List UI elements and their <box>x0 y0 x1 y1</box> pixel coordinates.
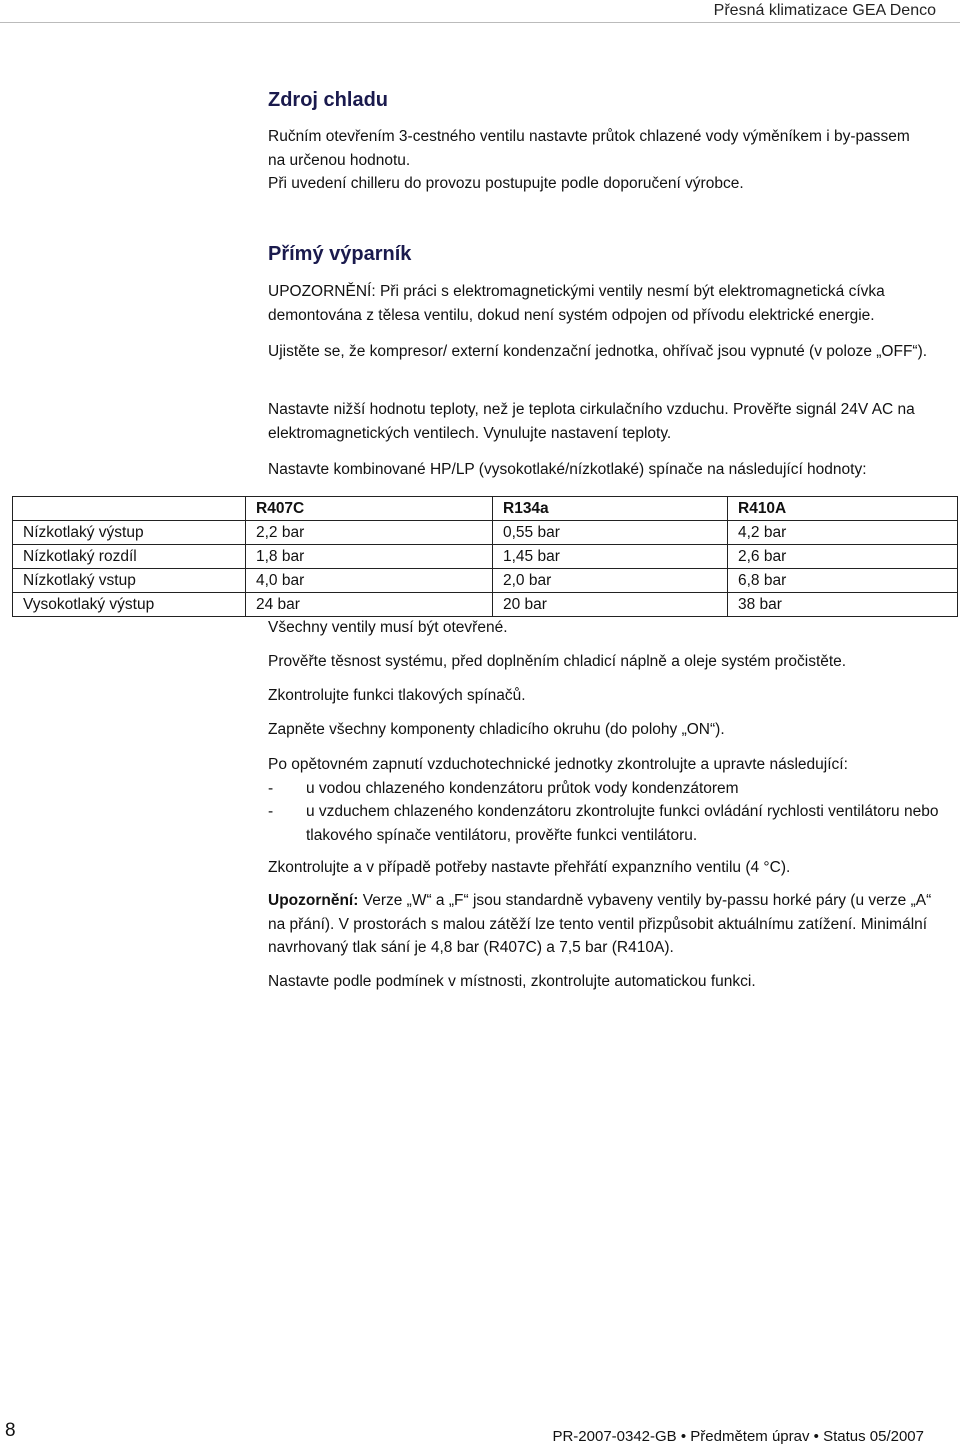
table-cell: 1,8 bar <box>246 545 493 569</box>
paragraph-pressure-switches: Zkontrolujte funkci tlakových spínačů. <box>268 687 526 704</box>
page-number: 8 <box>5 1420 16 1441</box>
table-cell: 38 bar <box>728 593 958 617</box>
header-divider <box>0 22 960 23</box>
paragraph-room-conditions: Nastavte podle podmínek v místnosti, zkontrolujte automatickou funkci. <box>268 973 756 990</box>
page-header-title: Přesná klimatizace GEA Denco <box>713 2 936 19</box>
table-cell: 20 bar <box>493 593 728 617</box>
table-header-cell <box>13 497 246 521</box>
paragraph-set-temperature: Nastavte nižší hodnotu teploty, než je teplota cirkulačního vzduchu. Prověřte signál 24V AC na elektromagnetických ventilech. Vynulujte nastavení teploty. <box>268 401 915 442</box>
section1-body <box>268 125 948 196</box>
table-row <box>13 569 958 593</box>
list-item-text: u vzduchem chlazeného kondenzátoru zkontrolujte funkci ovládání rychlosti ventilátoru nebo tlakového spínače ventilátoru, prověřte funkci ventilátoru. <box>306 803 939 844</box>
list-item <box>268 800 948 847</box>
table-header-cell: R407C <box>246 497 493 521</box>
table-cell: 2,0 bar <box>493 569 728 593</box>
paragraph-after-restart <box>268 753 948 847</box>
table-header-cell: R134a <box>493 497 728 521</box>
table-row <box>13 545 958 569</box>
table-cell: Vysokotlaký výstup <box>13 593 246 617</box>
paragraph-leak-check: Prověřte těsnost systému, před doplněním chladicí náplně a oleje systém pročistěte. <box>268 653 847 670</box>
table-cell: 1,45 bar <box>493 545 728 569</box>
note-text: Verze „W“ a „F“ jsou standardně vybaveny ventily by-passu horké páry (u verze „A“ na přání). V prostorách s malou zátěží lze tento ventil přizpůsobit aktuálnímu zatížení. Minimální navrhovaný tlak sání je 4,8 bar (R407C) a 7,5 bar (R410A). <box>268 892 932 956</box>
table-header-row <box>13 497 958 521</box>
paragraph-switch-on: Zapněte všechny komponenty chladicího okruhu (do polohy „ON“). <box>268 721 725 738</box>
table-row <box>13 593 958 617</box>
list-item-text: u vodou chlazeného kondenzátoru průtok vody kondenzátorem <box>306 779 739 797</box>
table-row <box>13 521 958 545</box>
table-cell: 0,55 bar <box>493 521 728 545</box>
paragraph-restart-intro: Po opětovném zapnutí vzduchotechnické jednotky zkontrolujte a upravte následující: <box>268 756 848 773</box>
table-cell: Nízkotlaký vstup <box>13 569 246 593</box>
paragraph-valves-open: Všechny ventily musí být otevřené. <box>268 619 508 636</box>
table-cell: 6,8 bar <box>728 569 958 593</box>
paragraph-hp-lp: Nastavte kombinované HP/LP (vysokotlaké/nízkotlaké) spínače na následující hodnoty: <box>268 461 867 478</box>
table-header-cell: R410A <box>728 497 958 521</box>
paragraph-superheat: Zkontrolujte a v případě potřeby nastavte přehřátí expanzního ventilu (4 °C). <box>268 859 791 876</box>
table-cell: Nízkotlaký výstup <box>13 521 246 545</box>
footer-doc-info: PR-2007-0342-GB • Předmětem úprav • Status 05/2007 <box>552 1428 924 1445</box>
heading-primy-vyparnik: Přímý výparník <box>268 243 412 265</box>
paragraph-note <box>268 889 948 960</box>
pressure-settings-table <box>12 496 958 617</box>
table-cell: 24 bar <box>246 593 493 617</box>
paragraph-check-off: Ujistěte se, že kompresor/ externí kondenzační jednotka, ohřívač jsou vypnuté (v poloze „OFF“). <box>268 343 928 360</box>
bullet-dash: - <box>268 779 274 797</box>
section1-para2: Při uvedení chilleru do provozu postupujte podle doporučení výrobce. <box>268 175 744 192</box>
warning-paragraph: UPOZORNĚNÍ: Při práci s elektromagnetickými ventily nesmí být elektromagnetická cívka demontována z tělesa ventilu, dokud není systém odpojen od přívodu elektrické energie. <box>268 283 885 324</box>
table-cell: 2,2 bar <box>246 521 493 545</box>
table-cell: 4,2 bar <box>728 521 958 545</box>
table-cell: 2,6 bar <box>728 545 958 569</box>
table-cell: Nízkotlaký rozdíl <box>13 545 246 569</box>
table-cell: 4,0 bar <box>246 569 493 593</box>
list-item <box>268 777 948 801</box>
bullet-dash: - <box>268 803 274 820</box>
heading-zdroj-chladu: Zdroj chladu <box>268 89 388 111</box>
note-label: Upozornění: <box>268 892 359 909</box>
section1-para1: Ručním otevřením 3-cestného ventilu nastavte průtok chlazené vody výměníkem i by-passem na určenou hodnotu. <box>268 128 910 169</box>
